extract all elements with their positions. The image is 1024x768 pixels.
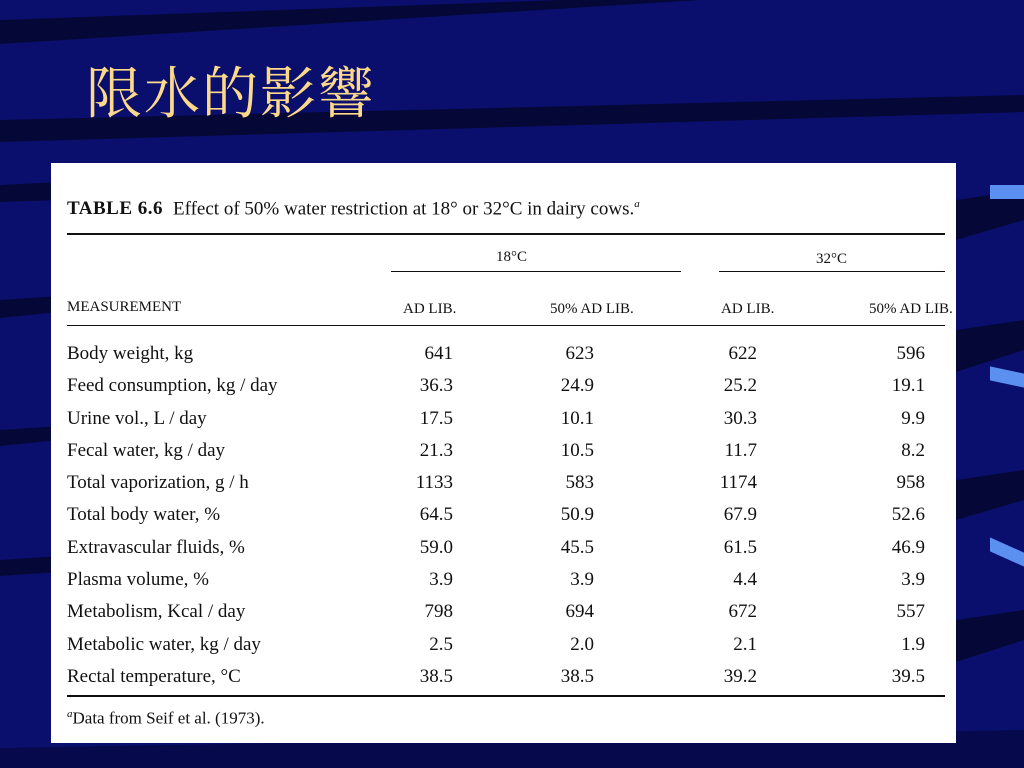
cell-50-adlib-32: 596 bbox=[896, 343, 925, 364]
cell-adlib-32: 61.5 bbox=[723, 536, 757, 558]
cell-adlib-32: 11.7 bbox=[724, 439, 757, 461]
row-label: Plasma volume, % bbox=[67, 569, 209, 591]
cell-50-adlib-18: 694 bbox=[565, 601, 594, 623]
cell-adlib-18: 1133 bbox=[415, 472, 453, 494]
header-adlib-18: AD LIB. bbox=[403, 301, 457, 317]
cell-50-adlib-18: 38.5 bbox=[560, 665, 594, 687]
cell-adlib-18: 36.3 bbox=[419, 375, 453, 397]
cell-50-adlib-32: 1.9 bbox=[901, 633, 925, 655]
row-label: Extravascular fluids, % bbox=[67, 536, 245, 558]
table-bottom-rule bbox=[67, 695, 945, 697]
cell-50-adlib-32: 8.2 bbox=[901, 439, 925, 461]
table-row bbox=[51, 436, 956, 468]
cell-adlib-32: 4.4 bbox=[733, 569, 757, 591]
table-number: TABLE 6.6 bbox=[67, 198, 164, 220]
table-row bbox=[51, 662, 956, 694]
header-rule bbox=[67, 325, 945, 326]
table-row bbox=[51, 597, 956, 629]
row-label: Metabolic water, kg / day bbox=[67, 633, 261, 655]
cell-adlib-18: 59.0 bbox=[419, 536, 453, 558]
header-measurement: MEASUREMENT bbox=[67, 299, 182, 315]
cell-adlib-18: 3.9 bbox=[429, 569, 453, 591]
slide-title: 限水的影響 bbox=[86, 62, 376, 127]
cell-50-adlib-32: 3.9 bbox=[901, 569, 925, 591]
cell-50-adlib-18: 24.9 bbox=[560, 375, 594, 397]
group-rule-32c bbox=[719, 271, 945, 272]
cell-50-adlib-32: 958 bbox=[896, 472, 925, 494]
cell-adlib-18: 2.5 bbox=[429, 633, 453, 655]
cell-50-adlib-18: 2.0 bbox=[570, 633, 594, 655]
cell-adlib-32: 622 bbox=[728, 343, 757, 364]
row-label: Rectal temperature, °C bbox=[67, 665, 241, 687]
cell-50-adlib-18: 10.1 bbox=[560, 407, 594, 429]
cell-adlib-32: 1174 bbox=[719, 472, 757, 494]
table-row bbox=[51, 371, 956, 403]
cell-adlib-32: 67.9 bbox=[723, 504, 757, 526]
caption-footnote-marker: a bbox=[634, 198, 640, 210]
cell-50-adlib-32: 39.5 bbox=[891, 665, 925, 687]
header-50-adlib-32: 50% AD LIB. bbox=[869, 301, 953, 317]
table-footnote bbox=[67, 708, 265, 729]
accent-bar bbox=[990, 185, 1024, 199]
cell-50-adlib-18: 50.9 bbox=[560, 504, 594, 526]
group-header-32c: 32°C bbox=[816, 251, 848, 267]
row-label: Total body water, % bbox=[67, 504, 221, 526]
cell-50-adlib-18: 623 bbox=[565, 343, 594, 364]
table-body bbox=[51, 339, 956, 694]
table-top-rule bbox=[67, 233, 945, 235]
cell-50-adlib-18: 3.9 bbox=[570, 569, 594, 591]
row-label: Metabolism, Kcal / day bbox=[67, 601, 246, 623]
cell-adlib-18: 21.3 bbox=[419, 439, 453, 461]
table-row bbox=[51, 565, 956, 597]
table-row bbox=[51, 500, 956, 532]
cell-adlib-18: 17.5 bbox=[419, 407, 453, 429]
header-adlib-32: AD LIB. bbox=[721, 301, 775, 317]
row-label: Fecal water, kg / day bbox=[67, 439, 226, 461]
cell-50-adlib-18: 10.5 bbox=[560, 439, 594, 461]
table-row bbox=[51, 339, 956, 371]
row-label: Feed consumption, kg / day bbox=[67, 375, 278, 397]
table-row bbox=[51, 468, 956, 500]
cell-50-adlib-32: 46.9 bbox=[891, 536, 925, 558]
table-caption bbox=[67, 198, 640, 220]
footnote-marker: a bbox=[67, 708, 73, 720]
table-caption-text: Effect of 50% water restriction at 18° or 32°C in dairy cows. bbox=[173, 198, 635, 220]
cell-adlib-32: 39.2 bbox=[723, 665, 757, 687]
cell-50-adlib-18: 583 bbox=[565, 472, 594, 494]
cell-adlib-32: 2.1 bbox=[733, 633, 757, 655]
cell-adlib-18: 641 bbox=[424, 343, 453, 364]
cell-adlib-18: 64.5 bbox=[419, 504, 453, 526]
table-row bbox=[51, 533, 956, 565]
table-row bbox=[51, 404, 956, 436]
cell-adlib-18: 798 bbox=[424, 601, 453, 623]
table-row bbox=[51, 630, 956, 662]
cell-50-adlib-32: 9.9 bbox=[901, 407, 925, 429]
footnote-text: Data from Seif et al. (1973). bbox=[72, 708, 265, 728]
scanned-table-page bbox=[51, 163, 956, 743]
cell-50-adlib-32: 557 bbox=[896, 601, 925, 623]
cell-adlib-32: 672 bbox=[728, 601, 757, 623]
group-rule-18c bbox=[391, 271, 681, 272]
cell-50-adlib-32: 19.1 bbox=[891, 375, 925, 397]
cell-adlib-32: 25.2 bbox=[723, 375, 757, 397]
group-header-18c: 18°C bbox=[496, 249, 528, 265]
cell-50-adlib-18: 45.5 bbox=[560, 536, 594, 558]
cell-adlib-32: 30.3 bbox=[723, 407, 757, 429]
cell-adlib-18: 38.5 bbox=[419, 665, 453, 687]
cell-50-adlib-32: 52.6 bbox=[891, 504, 925, 526]
header-50-adlib-18: 50% AD LIB. bbox=[550, 301, 634, 317]
row-label: Body weight, kg bbox=[67, 343, 194, 364]
row-label: Urine vol., L / day bbox=[67, 407, 207, 429]
row-label: Total vaporization, g / h bbox=[67, 472, 249, 494]
